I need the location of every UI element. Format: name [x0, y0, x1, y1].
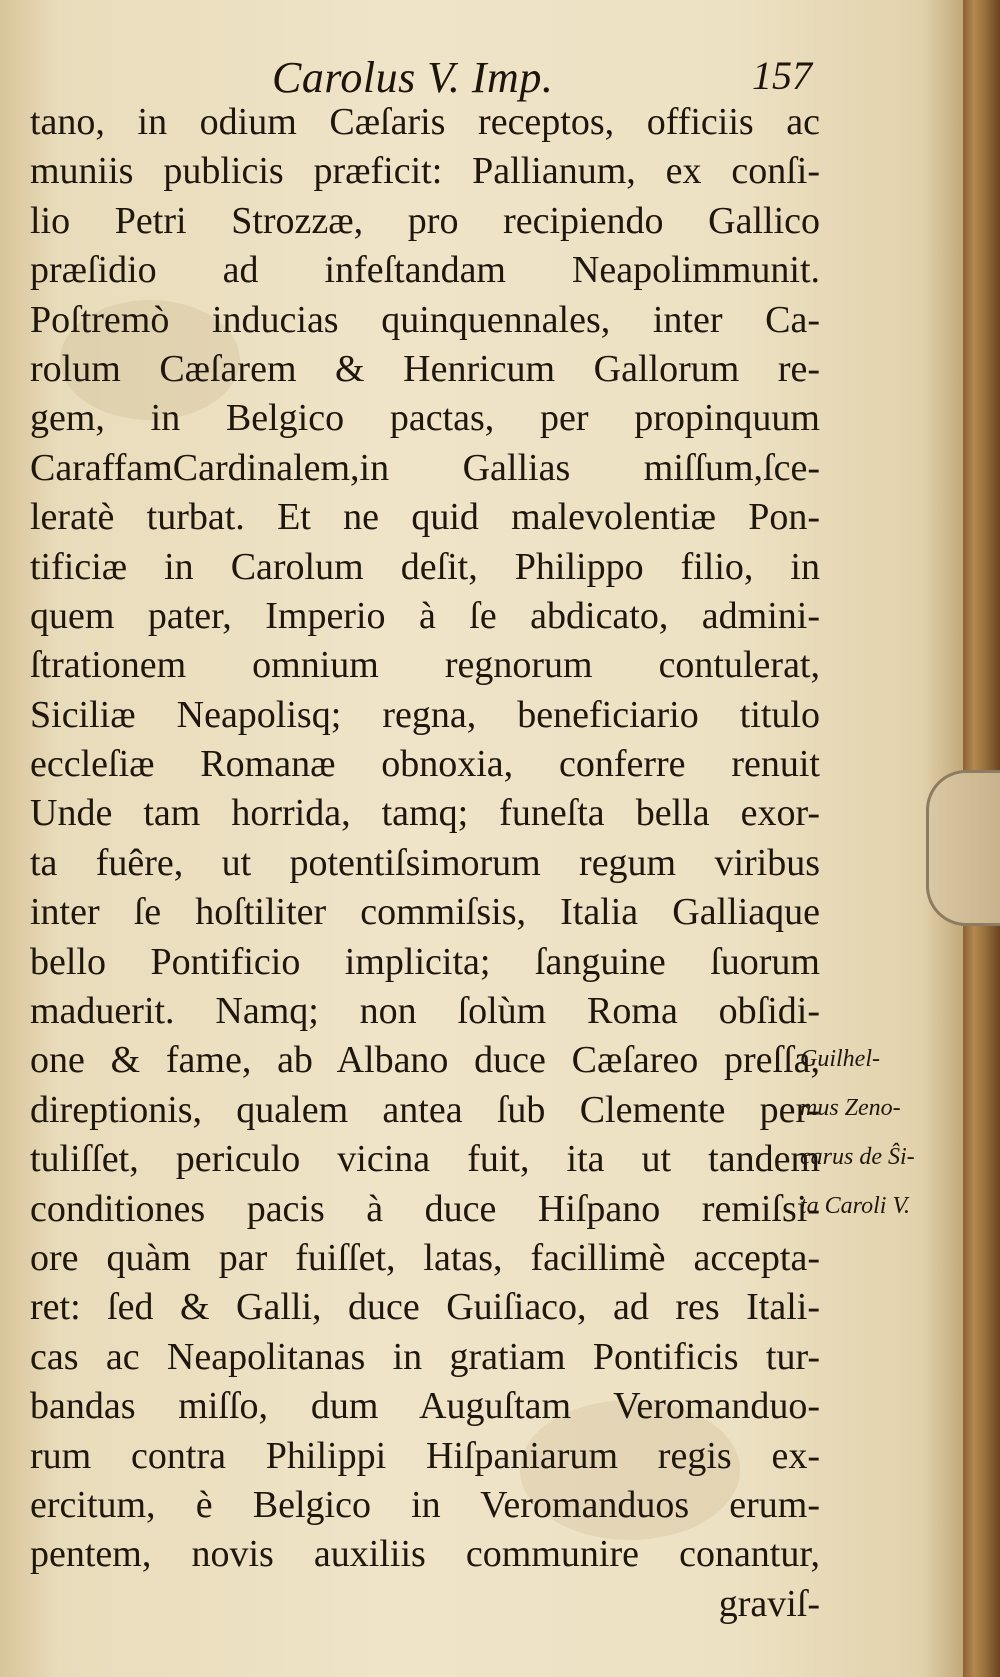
text-line: ercitum, è Belgico in Veromanduos erum-: [30, 1483, 820, 1526]
text-line: bello Pontificio implicita; ſanguine ſuorum: [30, 940, 820, 983]
text-line: ret: ſed & Galli, duce Guiſiaco, ad res Itali-: [30, 1286, 820, 1329]
text-line: Siciliæ Neapolisq; regna, beneficiario titulo: [30, 693, 820, 736]
text-line: direptionis, qualem antea ſub Clemente per-: [30, 1088, 820, 1131]
text-line: inter ſe hoſtiliter commiſsis, Italia Galliaque: [30, 891, 820, 934]
text-line: lio Petri Strozzæ, pro recipiendo Gallico: [30, 199, 820, 242]
marginal-note-line: mus Zeno-: [800, 1095, 901, 1121]
text-line: tuliſſet, periculo vicina fuit, ita ut tandem: [30, 1138, 820, 1181]
page-number: 157: [752, 53, 812, 98]
text-line: rolum Cæſarem & Henricum Gallorum re-: [30, 347, 820, 390]
body-text: [30, 98, 820, 1629]
marginal-note-line: ta Caroli V.: [800, 1193, 911, 1219]
text-line: ta fuêre, ut potentiſsimorum regum viribus: [30, 841, 820, 884]
text-line: CaraffamCardinalem,in Gallias miſſum,ſce-: [30, 446, 820, 489]
marginal-note-line: Guilhel-: [800, 1046, 880, 1072]
text-line: one & fame, ab Albano duce Cæſareo preſſa,: [30, 1039, 820, 1082]
text-line: ore quàm par fuiſſet, latas, facillimè accepta-: [30, 1236, 820, 1279]
text-line: bandas miſſo, dum Auguſtam Veromanduo-: [30, 1385, 820, 1428]
text-line: muniis publicis præficit: Pallianum, ex conſi-: [30, 150, 820, 193]
running-head: Carolus V. Imp.: [272, 53, 554, 102]
marginal-note-line: carus de Ŝi-: [800, 1144, 915, 1170]
text-line: quem pater, Imperio à ſe abdicato, admini-: [30, 594, 820, 637]
text-line: ſtrationem omnium regnorum contulerat,: [30, 644, 820, 687]
text-line: Poſtremò inducias quinquennales, inter Ca-: [30, 298, 820, 341]
text-line: leratè turbat. Et ne quid malevolentiæ Pon-: [30, 496, 820, 539]
text-line: tano, in odium Cæſaris receptos, officiis ac: [30, 101, 820, 143]
text-line: maduerit. Namq; non ſolùm Roma obſidi-: [30, 990, 820, 1033]
marginal-note: [800, 1035, 970, 1231]
page-tab: [926, 770, 1000, 926]
text-line: gem, in Belgico pactas, per propinquum: [30, 397, 820, 440]
text-line: tificiæ in Carolum deſit, Philippo filio, in: [30, 545, 820, 588]
text-line: pentem, novis auxiliis communire conantur,: [30, 1533, 820, 1576]
text-line: conditiones pacis à duce Hiſpano remiſsi-: [30, 1187, 820, 1230]
text-line: graviſ-: [718, 1582, 820, 1625]
text-line: cas ac Neapolitanas in gratiam Pontificis tur-: [30, 1335, 820, 1378]
text-line: rum contra Philippi Hiſpaniarum regis ex-: [30, 1434, 820, 1477]
text-line: præſidio ad infeſtandam Neapolimmunit.: [30, 249, 820, 292]
text-line: Unde tam horrida, tamq; funeſta bella exor-: [30, 792, 820, 835]
text-line: eccleſiæ Romanæ obnoxia, conferre renuit: [30, 743, 820, 786]
